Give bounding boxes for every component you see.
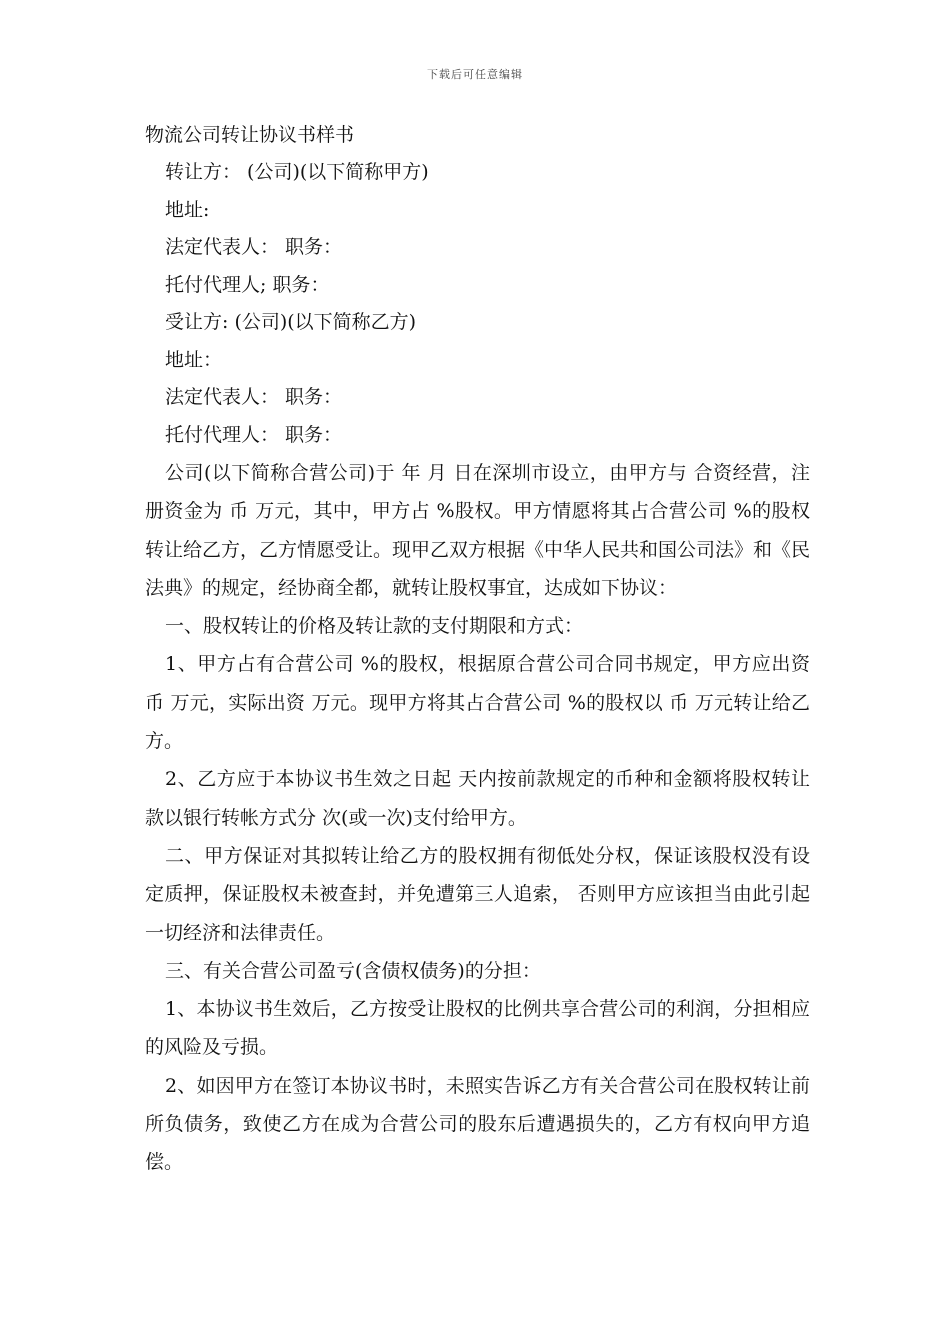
section-3-heading: 三、有关合营公司盈亏(含债权债务)的分担： [165,959,541,982]
transferor-line: 转让方： (公司)(以下简称甲方) [165,161,429,183]
transferor-legal-rep: 法定代表人： 职务： [165,236,343,258]
transferee-line: 受让方: (公司)(以下简称乙方) [165,311,417,333]
section-3-item-2: 2、如因甲方在签订本协议书时，未照实告诉乙方有关合营公司在股权转让前所负债务，致使乙方在成为合营公司的股东后遭遇损失的，乙方有权向甲方追偿。 [145,1074,810,1174]
section-1-item-2: 2、乙方应于本协议书生效之日起 天内按前款规定的币种和金额将股权转让款以银行转帐方式分 次(或一次)支付给甲方。 [145,768,810,829]
section-2-paragraph: 二、甲方保证对其拟转让给乙方的股权拥有彻低处分权，保证该股权没有设定质押，保证股权未被查封，并免遭第三人追索， 否则甲方应该担当由此引起一切经济和法律责任。 [145,844,810,944]
section-3-item-1: 1、本协议书生效后，乙方按受让股权的比例共享合营公司的利润，分担相应的风险及亏损。 [145,998,810,1059]
transferee-agent: 托付代理人： 职务： [165,423,343,446]
document-title: 物流公司转让协议书样书 [145,124,355,146]
transferor-agent: 托付代理人; 职务： [165,273,330,296]
transferee-address: 地址： [165,348,223,371]
document-body [145,116,810,1182]
transferee-legal-rep: 法定代表人： 职务： [165,386,343,408]
section-1-item-1: 1、甲方占有合营公司 %的股权，根据原合营公司合同书规定，甲方应出资 币 万元，实际出资 万元。现甲方将其占合营公司 %的股权以 币 万元转让给乙方。 [145,653,810,753]
header-note: 下载后可任意编辑 [427,68,523,81]
preamble-paragraph: 公司(以下简称合营公司)于 年 月 日在深圳市设立，由甲方与 合资经营，注册资金为 币 万元，其中，甲方占 %股权。甲方情愿将其占合营公司 %的股权转让给乙方，乙方情愿受让。现甲乙双方根据《中华人民共和国公司法》和《民法典》的规定，经协商全都，就转让股权事宜，达成如下协议： [145,462,811,599]
section-1-heading: 一、股权转让的价格及转让款的支付期限和方式： [165,615,584,638]
transferor-address: 地址: [165,198,210,221]
